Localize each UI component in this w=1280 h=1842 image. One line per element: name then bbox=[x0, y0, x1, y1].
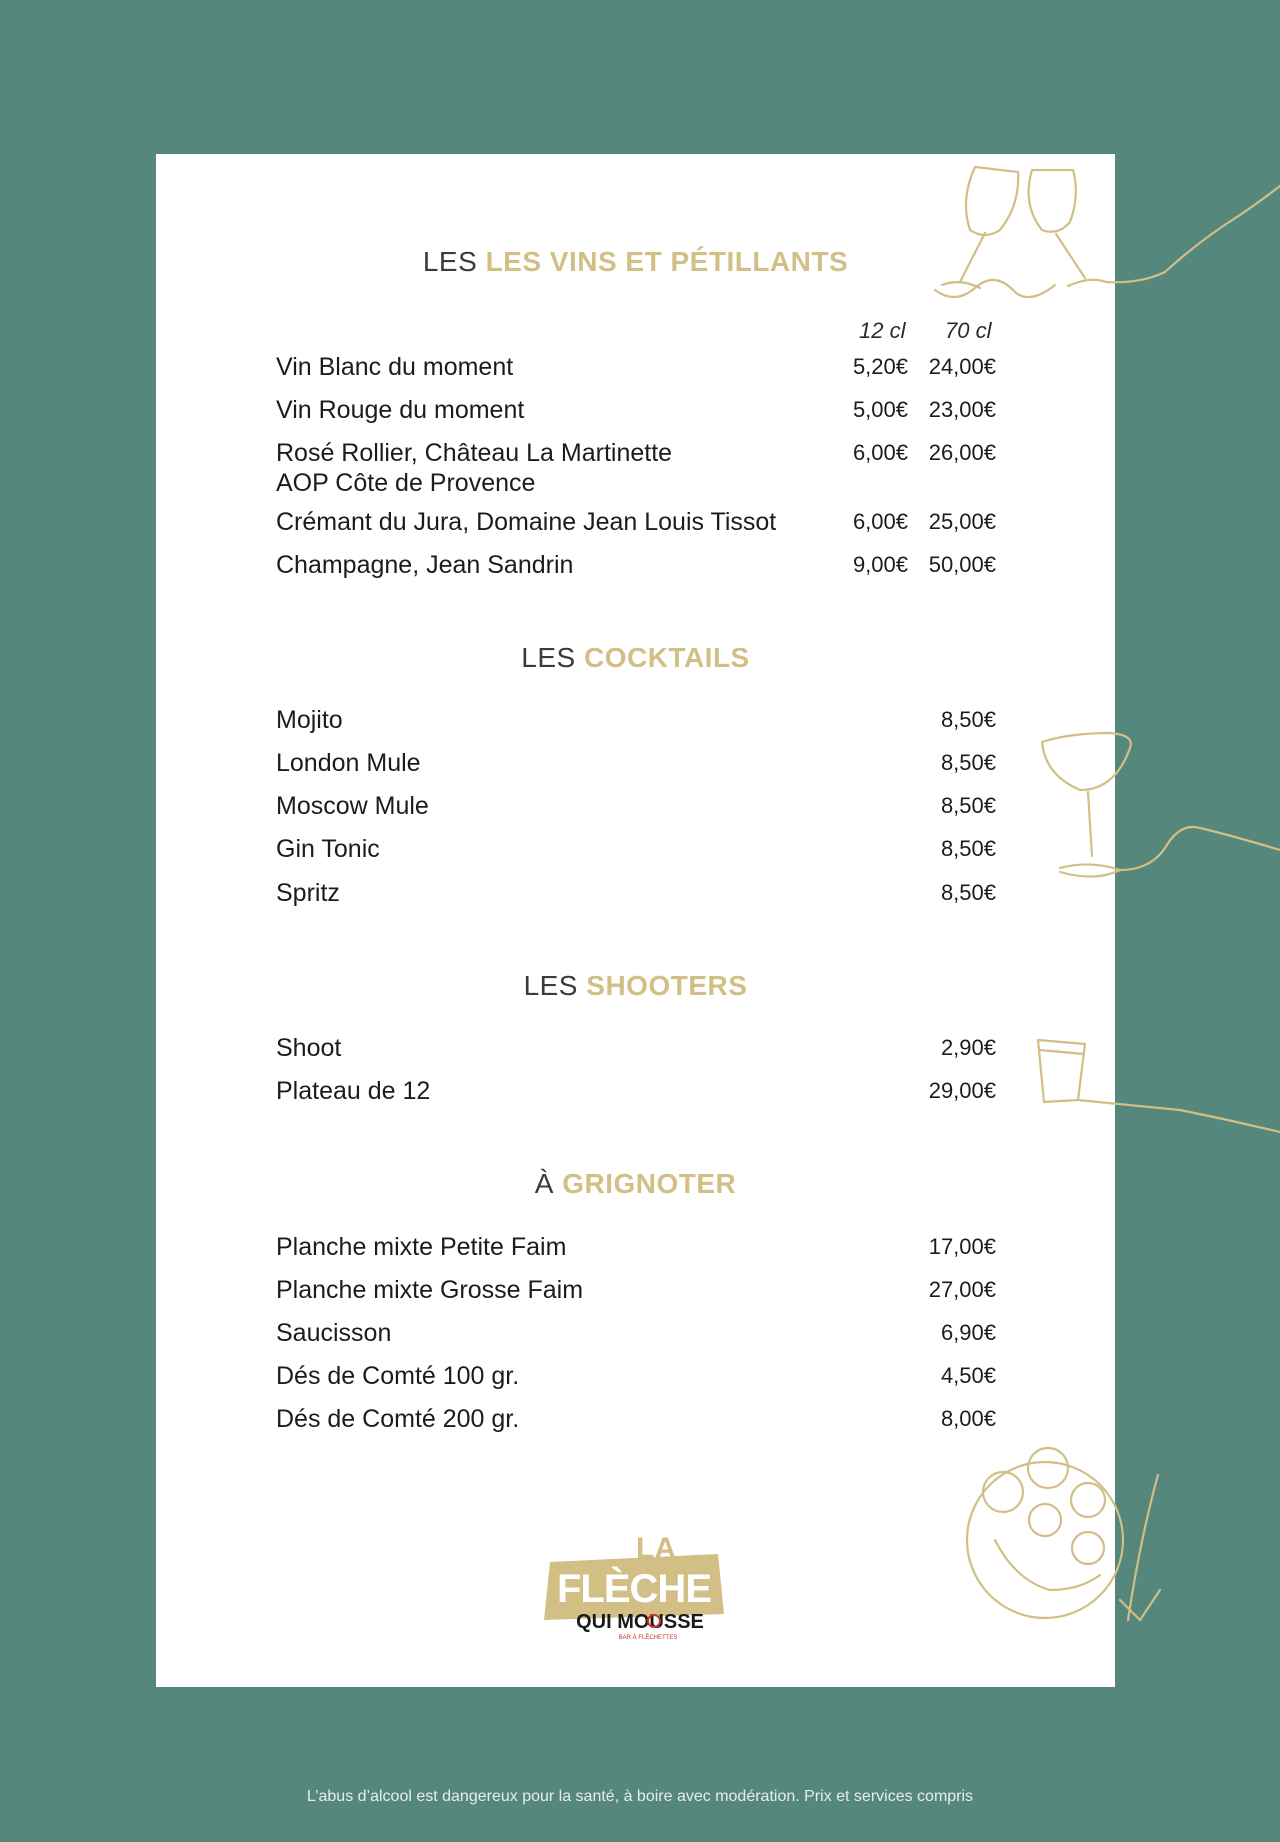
item-name: Planche mixte Grosse Faim bbox=[276, 1276, 584, 1304]
item-price: 4,50€ bbox=[940, 1363, 996, 1388]
item-price: 29,00€ bbox=[928, 1078, 996, 1103]
item-name-line2: AOP Côte de Provence bbox=[276, 469, 536, 497]
item-price-70cl: 24,00€ bbox=[928, 354, 996, 379]
section-title-cocktails bbox=[156, 642, 1115, 674]
item-name: Spritz bbox=[276, 879, 340, 907]
item-price-70cl: 23,00€ bbox=[928, 397, 996, 422]
section-accent: LES VINS ET PÉTILLANTS bbox=[485, 246, 849, 277]
section-prefix: LES bbox=[521, 642, 576, 673]
menu-card bbox=[156, 154, 1115, 1687]
item-price: 8,50€ bbox=[940, 707, 996, 732]
item-price: 27,00€ bbox=[928, 1277, 996, 1302]
logo-tagline: BAR À FLÉCHETTES bbox=[618, 1635, 678, 1641]
item-price-12cl: 6,00€ bbox=[852, 509, 908, 534]
item-price-70cl: 25,00€ bbox=[928, 509, 996, 534]
item-name: Vin Blanc du moment bbox=[276, 353, 514, 381]
item-price: 8,00€ bbox=[940, 1406, 996, 1431]
item-price-12cl: 5,00€ bbox=[852, 397, 908, 422]
item-name: Rosé Rollier, Château La Martinette bbox=[276, 439, 673, 467]
la-fleche-qui-mousse-logo bbox=[536, 1524, 736, 1644]
section-prefix: LES bbox=[523, 970, 578, 1001]
item-name: Champagne, Jean Sandrin bbox=[276, 551, 574, 579]
legal-footer: L’abus d’alcool est dangereux pour la santé, à boire avec modération. Prix et services compris bbox=[306, 1788, 974, 1805]
item-price-70cl: 50,00€ bbox=[928, 552, 996, 577]
logo-line1: LA bbox=[636, 1532, 676, 1565]
item-name: Mojito bbox=[276, 706, 343, 734]
section-accent: SHOOTERS bbox=[586, 970, 748, 1001]
section-accent: GRIGNOTER bbox=[562, 1168, 737, 1199]
item-name: Shoot bbox=[276, 1034, 342, 1062]
section-prefix: À bbox=[534, 1168, 554, 1199]
item-name: Gin Tonic bbox=[276, 835, 380, 863]
item-price: 8,50€ bbox=[940, 836, 996, 861]
item-name: Dés de Comté 100 gr. bbox=[276, 1362, 520, 1390]
item-price: 2,90€ bbox=[940, 1035, 996, 1060]
item-name: Saucisson bbox=[276, 1319, 392, 1347]
item-name: Crémant du Jura, Domaine Jean Louis Tissot bbox=[276, 508, 777, 536]
item-name: Moscow Mule bbox=[276, 792, 429, 820]
section-title-snacks bbox=[156, 1168, 1115, 1200]
item-price: 8,50€ bbox=[940, 750, 996, 775]
item-name: Plateau de 12 bbox=[276, 1077, 431, 1105]
column-header-70cl: 70 cl bbox=[945, 318, 992, 343]
item-price: 17,00€ bbox=[928, 1234, 996, 1259]
section-accent: COCKTAILS bbox=[583, 642, 750, 673]
item-price: 8,50€ bbox=[940, 793, 996, 818]
item-name: Planche mixte Petite Faim bbox=[276, 1233, 567, 1261]
logo-line2: FLÈCHE bbox=[557, 1567, 711, 1611]
logo-line3: QUI MOUSSE bbox=[576, 1611, 704, 1633]
item-price-12cl: 9,00€ bbox=[852, 552, 908, 577]
item-name: Vin Rouge du moment bbox=[276, 396, 525, 424]
menu-item bbox=[276, 438, 996, 498]
item-name: London Mule bbox=[276, 749, 421, 777]
column-header-12cl: 12 cl bbox=[859, 318, 906, 343]
item-price: 8,50€ bbox=[940, 880, 996, 905]
item-name: Dés de Comté 200 gr. bbox=[276, 1405, 520, 1433]
section-title-wines bbox=[156, 246, 1115, 278]
item-price-12cl: 5,20€ bbox=[852, 354, 908, 379]
section-title-shooters bbox=[156, 970, 1115, 1002]
item-price-70cl: 26,00€ bbox=[928, 440, 996, 465]
section-prefix: LES bbox=[422, 246, 478, 277]
item-price-12cl: 6,00€ bbox=[852, 440, 908, 465]
item-price: 6,90€ bbox=[940, 1320, 996, 1345]
